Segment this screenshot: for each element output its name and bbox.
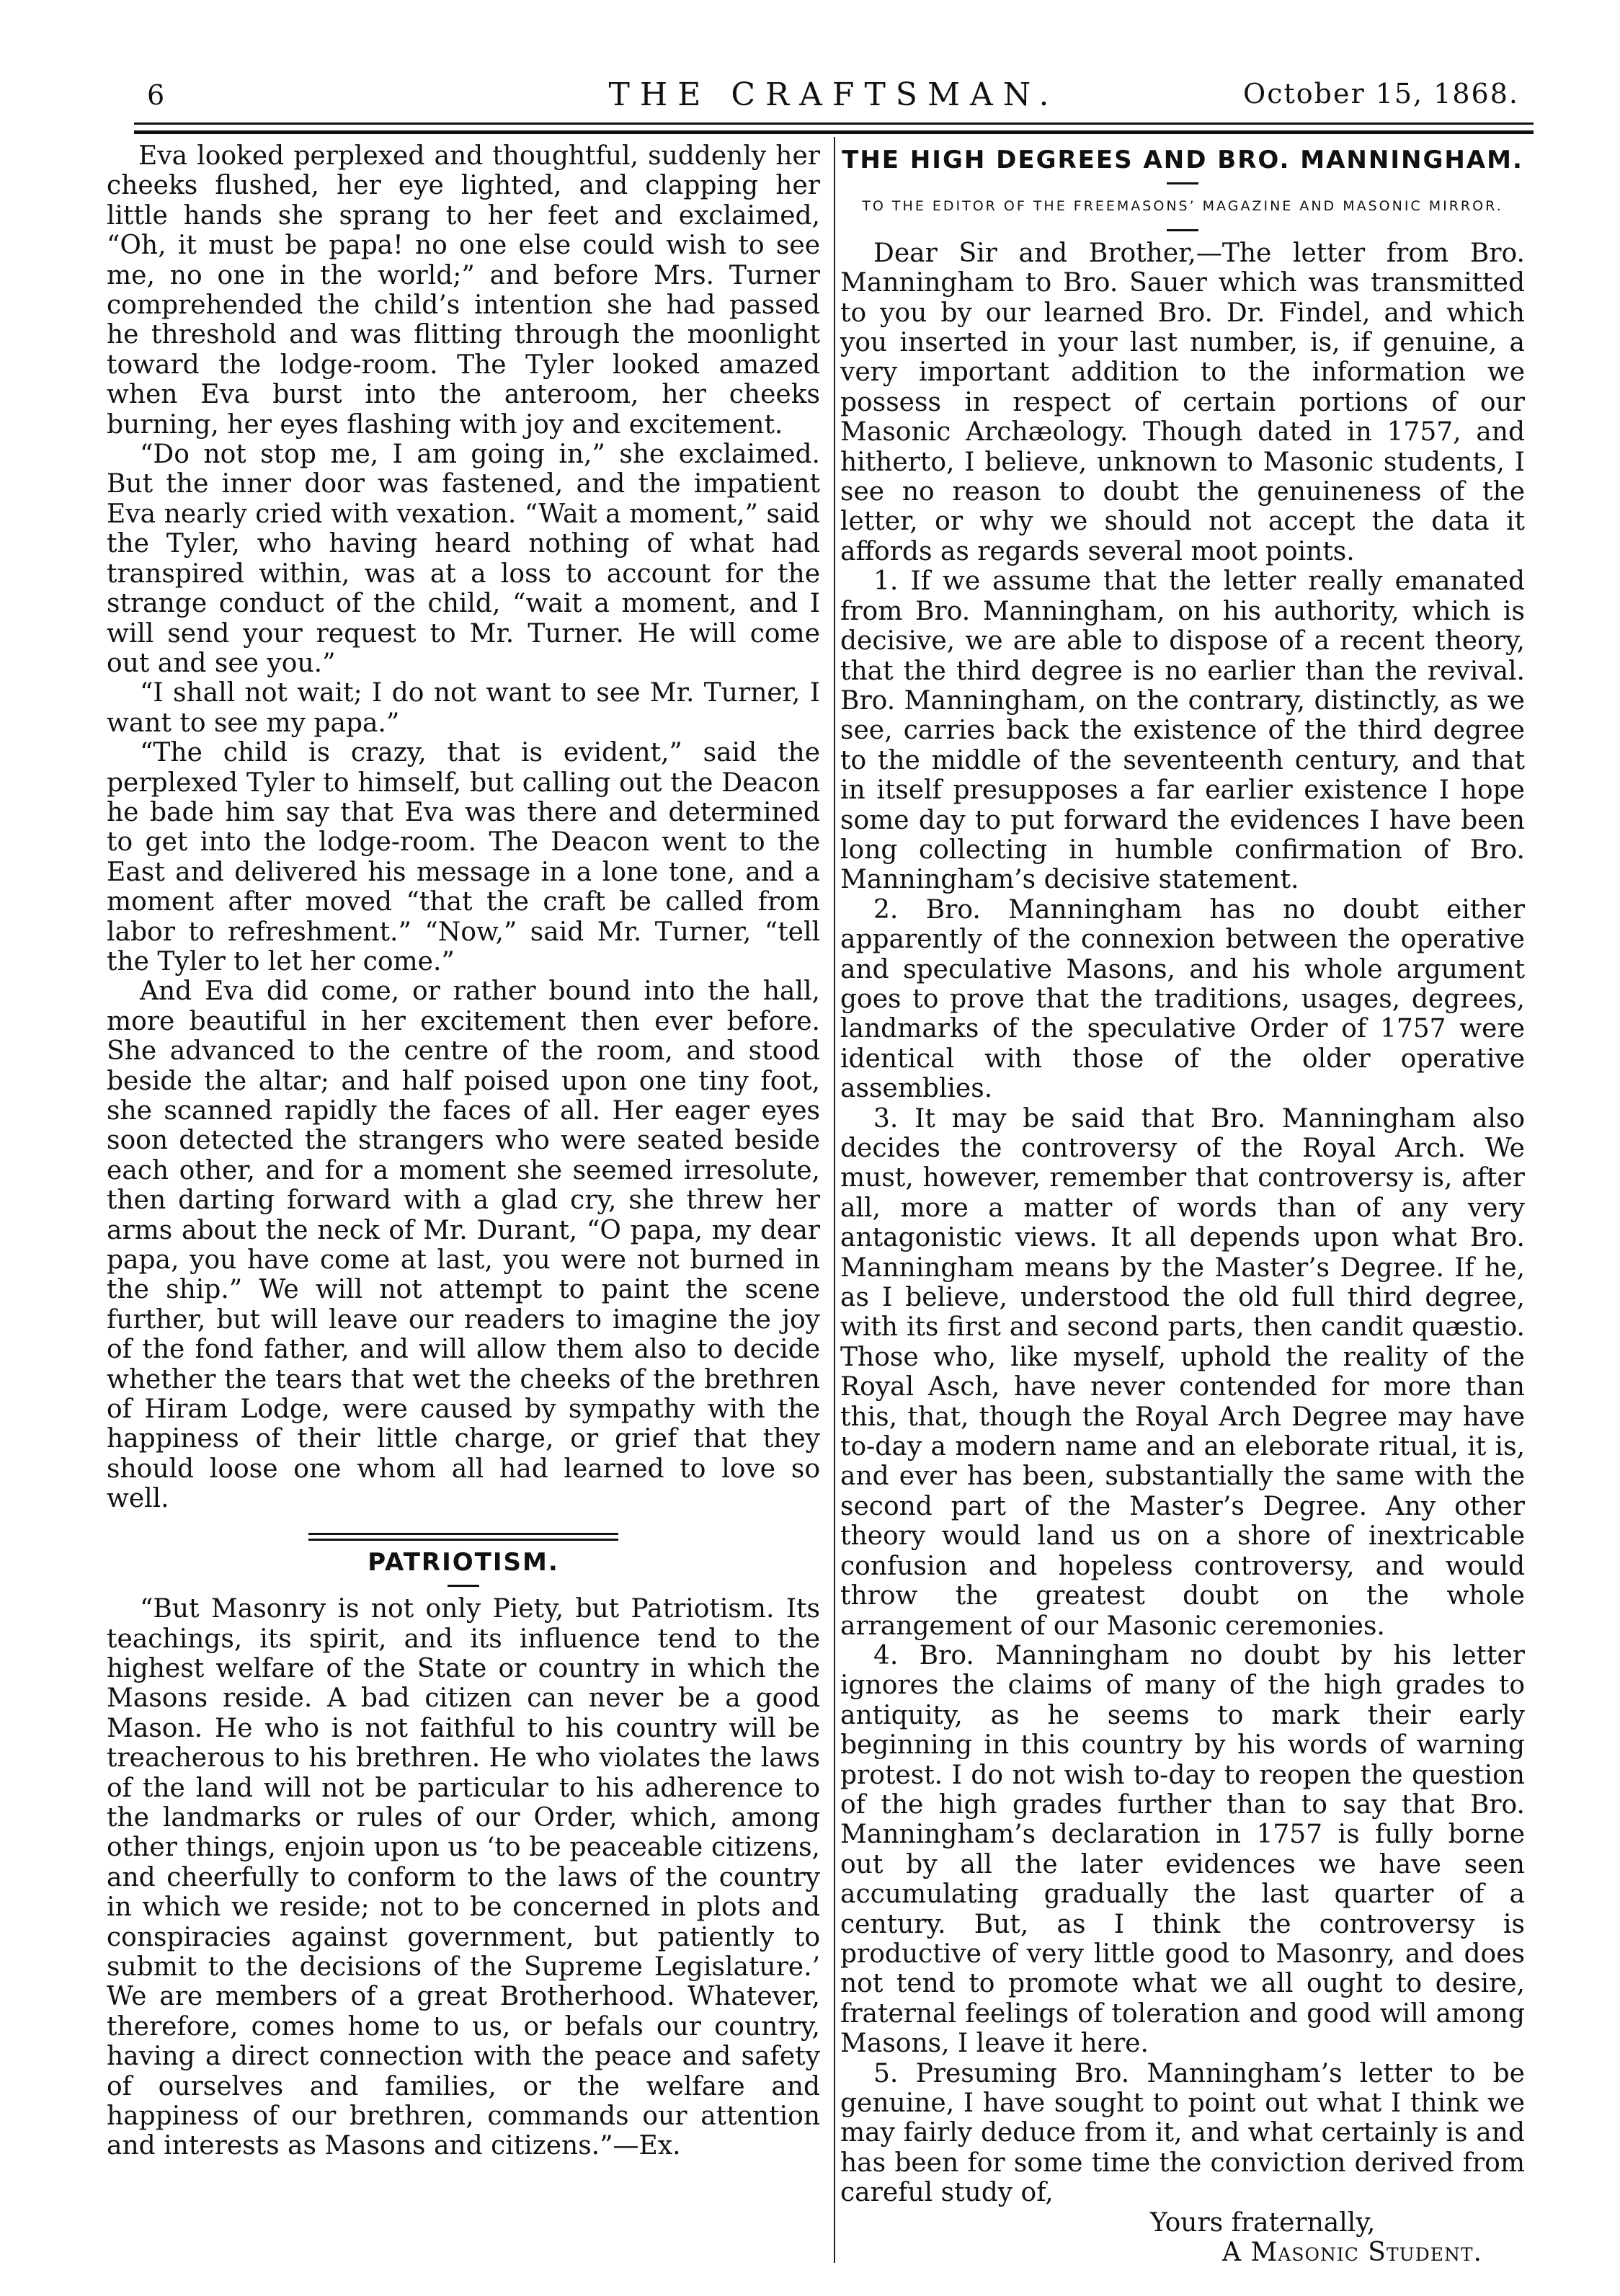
page-header bbox=[141, 69, 1526, 120]
header-rule-thin bbox=[134, 123, 1534, 125]
signature: A Masonic Student. bbox=[1222, 2238, 1482, 2268]
story-paragraph: “I shall not wait; I do not want to see Mr. Turner, I want to see my papa.” bbox=[107, 678, 820, 738]
section-separator bbox=[308, 1533, 618, 1541]
letter-paragraph: 3. It may be said that Bro. Manningham also decides the controversy of the Royal Arch. We must, however, remember that controversy is, after all, more a matter of words than of any very antagonistic views. It all depends upon what Bro. Manningham means by the Master’s Degree. If he, as I believe, understood the old full third degree, with its first and second parts, then candit quæstio. Those who, like myself, uphold the reality of the Royal Asch, have never contended for more than this, that, though the Royal Arch Degree may have to-day a modern name and an eleborate ritual, it is, and ever has been, substantially the same with the second part of the Master’s Degree. Any other theory would land us on a shore of inextricable confusion and hopeless controversy, and would throw the greatest doubt on the whole arrangement of our Masonic ceremonies. bbox=[840, 1103, 1525, 1641]
right-column bbox=[840, 141, 1525, 2267]
column-divider bbox=[834, 137, 835, 2263]
story-paragraph: Eva looked perplexed and thoughtful, suddenly her cheeks flushed, her eye lighted, and clapping her little hands she sprang to her feet and exclaimed, “Oh, it must be papa! no one else could wish to see me, no one in the world;” and before Mrs. Turner comprehended the child’s intention she had passed he threshold and was flitting through the moonlight toward the lodge-room. The Tyler looked amazed when Eva burst into the anteroom, her cheeks burning, her eyes flashing with joy and excitement. bbox=[107, 141, 820, 440]
page-number: 6 bbox=[147, 79, 165, 111]
story-paragraph: And Eva did come, or rather bound into the hall, more beautiful in her excitement then ever before. She advanced to the centre of the room, and stood beside the altar; and half poised upon one tiny foot, she scanned rapidly the faces of all. Her eager eyes soon detected the strangers who were seated beside each other, and for a moment she seemed irresolute, then darting forward with a glad cry, she threw her arms about the neck of Mr. Durant, “O papa, my dear papa, you have come at last, you were not burned in the ship.” We will not attempt to paint the scene further, but will leave our readers to imagine the joy of the fond father, and will allow them also to decide whether the tears that wet the cheeks of the brethren of Hiram Lodge, were caused by sympathy with the happiness of their little charge, or grief that they should loose one whom all had learned to love so well. bbox=[107, 976, 820, 1514]
left-column bbox=[107, 141, 820, 2161]
article-heading: THE HIGH DEGREES AND BRO. MANNINGHAM. bbox=[842, 146, 1523, 174]
letter-paragraph: 1. If we assume that the letter really emanated from Bro. Manningham, on his authority, which is decisive, we are able to dispose of a recent theory, that the third degree is no earlier than the revival. Bro. Manningham, on the contrary, distinctly, as we see, carries back the existence of the third degree to the middle of the seventeenth century, and that in itself presupposes a far earlier existence I hope some day to put forward the evidences I have been long collecting in humble confirmation of Bro. Manningham’s decisive statement. bbox=[840, 566, 1525, 895]
masthead-title: THE CRAFTSMAN. bbox=[608, 76, 1059, 113]
letter-paragraph: 2. Bro. Manningham has no doubt either apparently of the connexion between the operative and speculative Masons, and his whole argument goes to prove that the traditions, usages, degrees, landmarks of the speculative Order of 1757 were identical with those of the older operative assemblies. bbox=[840, 894, 1525, 1104]
letter-address: TO THE EDITOR OF THE FREEMASONS’ MAGAZINE AND MASONIC MIRROR. bbox=[862, 198, 1503, 215]
heading-dash bbox=[1167, 182, 1198, 184]
patriotism-paragraph: “But Masonry is not only Piety, but Patriotism. Its teachings, its spirit, and its influence tend to the highest welfare of the State or country in which the Masons reside. A bad citizen can never be a good Mason. He who is not faithful to his country will be treacherous to his brethren. He who violates the laws of the land will not be particular to his adherence to the landmarks or rules of our Order, which, among other things, enjoin upon us ‘to be peaceable citizens, and cheerfully to conform to the laws of the country in which we reside; not to be concerned in plots and conspiracies against government, but patiently to submit to the decisions of the Supreme Legislature.’ We are members of a great Brotherhood. Whatever, therefore, comes home to us, or befals our country, having a direct connection with the peace and safety of ourselves and families, or the welfare and happiness of our brethren, commands our attention and interests as Masons and citizens.”—Ex. bbox=[107, 1594, 820, 2161]
letter-paragraph: Dear Sir and Brother,—The letter from Bro. Manningham to Bro. Sauer which was transmitted to you by our learned Bro. Dr. Findel, and which you inserted in your last number, is, if genuine, a very important addition to the information we possess in respect of certain portions of our Masonic Archæology. Though dated in 1757, and hitherto, I believe, unknown to Masonic students, I see no reason to doubt the genuineness of the letter, or why we should not accept the data it affords as regards several moot points. bbox=[840, 238, 1525, 566]
letter-paragraph: 5. Presuming Bro. Manningham’s letter to be genuine, I have sought to point out what I think we may fairly deduce from it, and what certainly is and has been for some time the conviction derived from careful study of, bbox=[840, 2058, 1525, 2208]
heading-dash bbox=[448, 1585, 479, 1587]
letter-paragraph: 4. Bro. Manningham no doubt by his letter ignores the claims of many of the high grades to antiquity, as he seems to mark their early beginning in this country by his words of warning protest. I do not wish to-day to reopen the question of the high grades further than to say that Bro. Manningham’s declaration in 1757 is fully borne out by all the later evidences we have seen accumulating gradually the last quarter of a century. But, as I think the controversy is productive of very little good to Masonry, and does not tend to promote what we all ought to desire, fraternal feelings of toleration and good will among Masons, I leave it here. bbox=[840, 1640, 1525, 2059]
story-paragraph: “The child is crazy, that is evident,” said the perplexed Tyler to himself, but calling out the Deacon he bade him say that Eva was there and determined to get into the lodge-room. The Deacon went to the East and delivered his message in a lone tone, and a moment after moved “that the craft be called from labor to refreshment.” “Now,” said Mr. Turner, “tell the Tyler to let her come.” bbox=[107, 738, 820, 976]
header-rule-thick bbox=[134, 130, 1534, 134]
patriotism-heading: PATRIOTISM. bbox=[368, 1547, 559, 1577]
story-paragraph: “Do not stop me, I am going in,” she exclaimed. But the inner door was fastened, and the impatient Eva nearly cried with vexation. “Wait a moment,” said the Tyler, who having heard nothing of what had transpired within, was at a loss to account for the strange conduct of the child, “wait a moment, and I will send your request to Mr. Turner. He will come out and see you.” bbox=[107, 440, 820, 678]
letter-signoff bbox=[840, 2208, 1525, 2268]
issue-date: October 15, 1868. bbox=[1243, 78, 1519, 110]
subheading-dash bbox=[1167, 229, 1198, 231]
closing-line: Yours fraternally, bbox=[1150, 2207, 1376, 2238]
